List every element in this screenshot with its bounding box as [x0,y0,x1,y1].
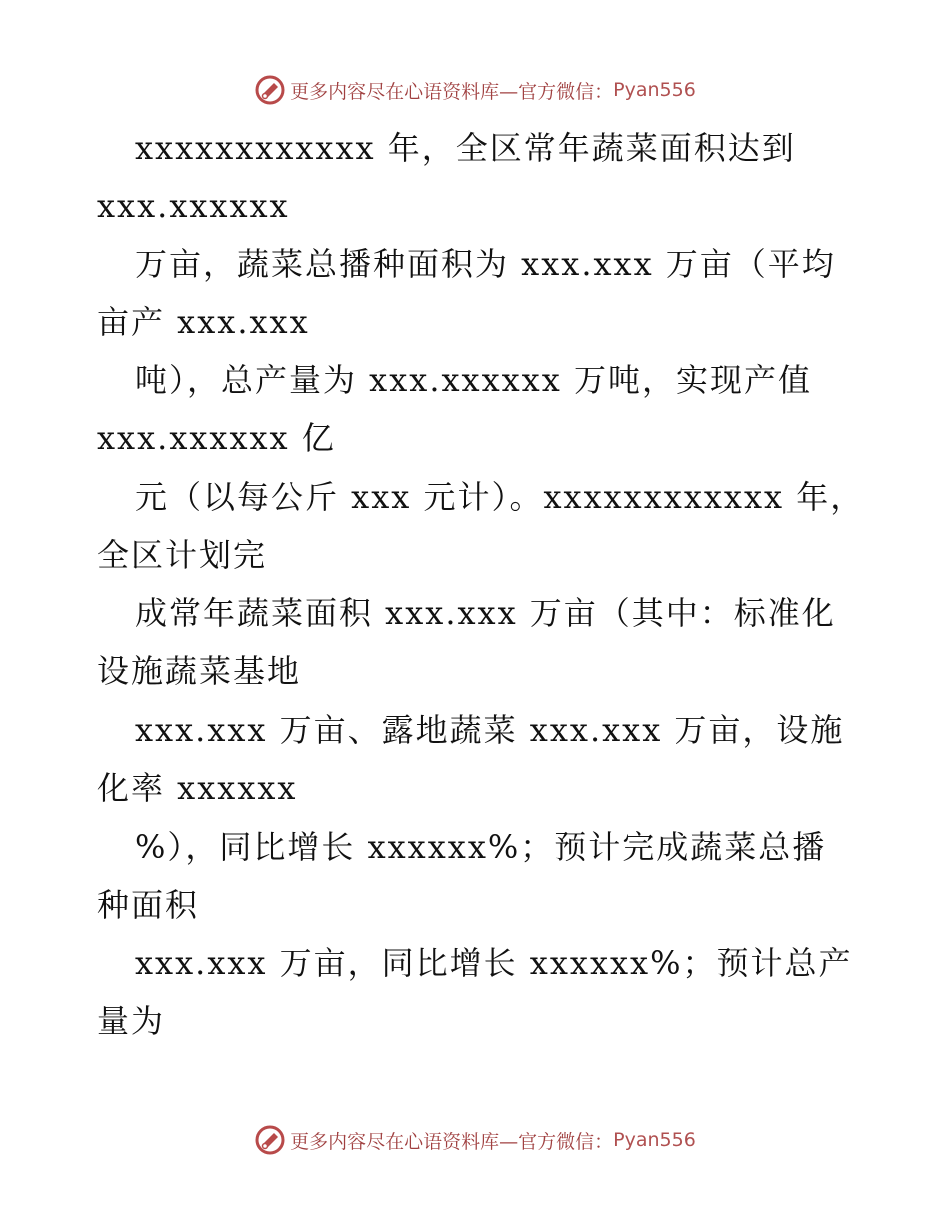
watermark-text: 更多内容尽在心语资料库—官方微信： [290,1130,614,1153]
header-watermark [0,70,950,110]
text-line: %），同比增长 xxxxxx%；预计完成蔬菜总播 [135,828,827,866]
text-line: 全区计划完 [97,536,268,574]
text-line: 元（以每公斤 xxx 元计）。xxxxxxxxxxxx 年， [135,478,865,516]
text-line: xxx.xxx 万亩，同比增长 xxxxxx%；预计总产 [135,944,853,982]
text-line: xxx.xxxxxx 亿 [97,419,336,457]
text-line: 亩产 xxx.xxx [97,303,310,341]
watermark-wechat-id: Pyan556 [613,79,696,101]
watermark-wechat-id: Pyan556 [613,1129,696,1151]
text-line: 化率 xxxxxx [97,769,298,807]
library-logo-icon [254,74,286,106]
text-line: 吨），总产量为 xxx.xxxxxx 万吨，实现产值 [135,361,812,399]
text-line: 量为 [97,1002,166,1040]
library-logo-icon [254,1124,286,1156]
text-line: 成常年蔬菜面积 xxx.xxx 万亩（其中：标准化 [135,594,836,632]
text-line: 设施蔬菜基地 [97,652,302,690]
watermark-text: 更多内容尽在心语资料库—官方微信： [290,80,614,103]
text-line: xxx.xxxxxx [97,187,290,225]
text-line: 种面积 [97,886,200,924]
text-line: xxx.xxx 万亩、露地蔬菜 xxx.xxx 万亩，设施 [135,711,845,749]
text-line: xxxxxxxxxxxx 年，全区常年蔬菜面积达到 [135,129,796,167]
text-line: 万亩，蔬菜总播种面积为 xxx.xxx 万亩（平均 [135,245,836,283]
footer-watermark [0,1120,950,1160]
